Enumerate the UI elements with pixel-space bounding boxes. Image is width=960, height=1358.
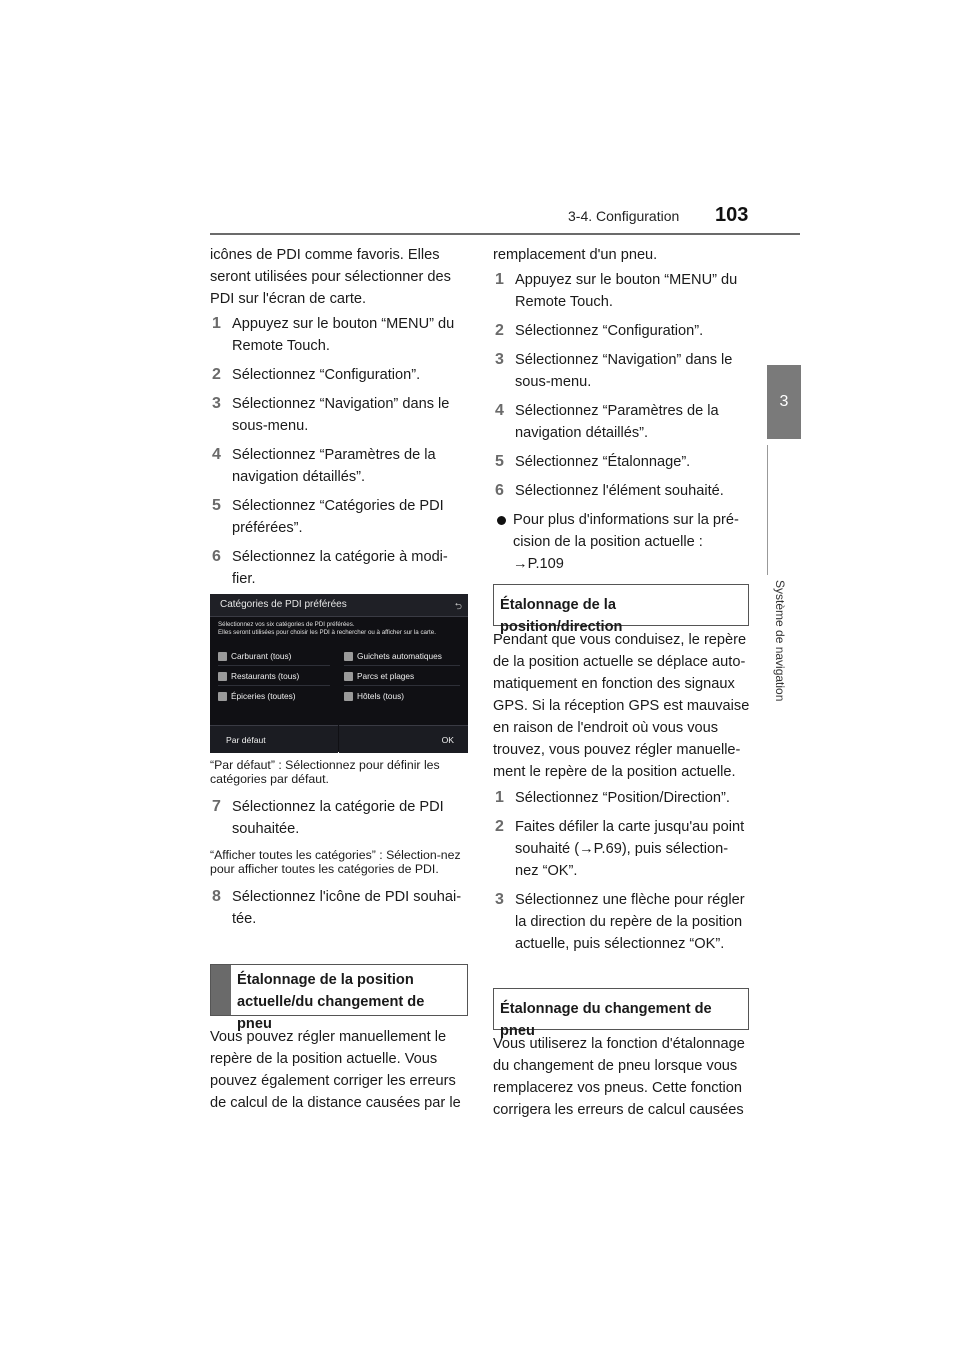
restaurant-icon	[218, 672, 227, 681]
left-section-body	[210, 1026, 468, 1114]
ok-button[interactable]	[339, 725, 468, 753]
section-header: 3-4. Configuration	[568, 208, 680, 224]
step-item	[210, 886, 468, 930]
step-number: 2	[495, 818, 504, 835]
step-item	[210, 495, 468, 539]
left-column-top	[210, 244, 468, 590]
step-text: Sélectionnez “Navigation” dans le sous-menu.	[232, 396, 450, 434]
category-label: Carburant (tous)	[231, 651, 292, 661]
divider	[218, 665, 330, 666]
step-item	[493, 451, 751, 473]
chapter-tab: 3	[767, 365, 801, 439]
step-text: Sélectionnez “Configuration”.	[232, 367, 421, 383]
step-number: 4	[495, 402, 504, 419]
step-number: 6	[495, 482, 504, 499]
screen-instruction: Sélectionnez vos six catégories de PDI préférées.	[218, 621, 355, 628]
section-heading	[210, 964, 468, 1032]
screen-header	[210, 594, 468, 617]
category-label: Parcs et plages	[357, 671, 415, 681]
step-item	[493, 349, 751, 393]
step-text: Appuyez sur le bouton “MENU” du Remote Touch.	[232, 316, 455, 354]
grocery-icon	[218, 692, 227, 701]
category-label: Guichets automatiques	[357, 651, 442, 661]
step-number: 2	[495, 322, 504, 339]
step-number: 5	[212, 497, 221, 514]
caption: “Afficher toutes les catégories” : Sélection-nez pour afficher toutes les catégories de PDI.	[210, 848, 461, 876]
default-button[interactable]	[210, 725, 338, 753]
step-text: Sélectionnez “Paramètres de la navigation détaillés”.	[515, 403, 719, 441]
divider	[344, 685, 460, 686]
category-label: Hôtels (tous)	[357, 691, 405, 701]
divider	[344, 665, 460, 666]
step-text: Sélectionnez “Configuration”.	[515, 323, 704, 339]
right-column-top	[493, 244, 751, 575]
step-number: 5	[495, 453, 504, 470]
step-text: Appuyez sur le bouton “MENU” du Remote Touch.	[515, 272, 738, 310]
left-column-bottom	[210, 758, 468, 930]
category-button[interactable]	[344, 649, 442, 663]
section-heading	[493, 988, 749, 1039]
default-button-label: Par défaut	[226, 735, 266, 745]
step-number: 8	[212, 888, 221, 905]
step-number: 3	[495, 351, 504, 368]
step-item	[210, 393, 468, 437]
page-number: 103	[715, 204, 749, 226]
step-item	[493, 816, 751, 882]
step-text: Sélectionnez “Navigation” dans le sous-menu.	[515, 352, 733, 390]
step-number: 1	[495, 271, 504, 288]
caption: “Par défaut” : Sélectionnez pour définir les catégories par défaut.	[210, 758, 440, 786]
chapter-tab-line	[767, 445, 801, 575]
right-section-1-body	[493, 629, 751, 955]
step-item	[210, 313, 468, 357]
step-text: Sélectionnez l'élément souhaité.	[515, 483, 724, 499]
step-number: 4	[212, 446, 221, 463]
step-number: 7	[212, 798, 221, 815]
fuel-icon	[218, 652, 227, 661]
step-number: 3	[212, 395, 221, 412]
step-item	[493, 320, 751, 342]
step-item	[493, 787, 751, 809]
step-number: 1	[495, 789, 504, 806]
screen-instruction: Elles seront utilisées pour choisir les PDI à rechercher ou à afficher sur la carte.	[218, 629, 436, 636]
step-number: 2	[212, 366, 221, 383]
bullet-icon	[497, 516, 506, 525]
screen-image	[210, 594, 468, 752]
intro-text: remplacement d'un pneu.	[493, 247, 658, 263]
chapter-label: Système de navigation	[773, 580, 787, 702]
section-heading	[493, 584, 749, 635]
step-text: Sélectionnez “Position/Direction”.	[515, 790, 730, 806]
category-button[interactable]	[218, 649, 291, 663]
divider	[218, 685, 330, 686]
section-text: Vous utiliserez la fonction d'étalonnage du changement de pneu lorsque vous remplacerez vos pneus. Cette fonction corrigera les erreurs de calcul causées	[493, 1036, 745, 1118]
category-button[interactable]	[344, 689, 404, 703]
step-text: Sélectionnez “Paramètres de la navigation détaillés”.	[232, 447, 436, 485]
step-item	[210, 444, 468, 488]
step-number: 3	[495, 891, 504, 908]
step-text: Sélectionnez la catégorie à modi-fier.	[232, 549, 448, 587]
step-item	[493, 889, 751, 955]
section-text: Vous pouvez régler manuellement le repère de la position actuelle. Vous pouvez également corriger les erreurs de calcul de la distance causées par le	[210, 1029, 461, 1111]
section-bar	[211, 965, 231, 1015]
step-item	[493, 269, 751, 313]
category-button[interactable]	[344, 669, 414, 683]
back-icon: ⮌	[454, 601, 462, 611]
step-number: 6	[212, 548, 221, 565]
step-text: Sélectionnez “Catégories de PDI préférées”.	[232, 498, 444, 536]
section-title: Étalonnage de la position actuelle/du changement de pneu	[237, 972, 425, 1032]
category-button[interactable]	[218, 689, 296, 703]
header-divider	[210, 233, 800, 235]
step-text: Sélectionnez une flèche pour régler la direction du repère de la position actuelle, puis sélectionnez “OK”.	[515, 892, 745, 952]
atm-icon	[344, 652, 353, 661]
right-section-2-body	[493, 1033, 751, 1121]
step-item	[210, 546, 468, 590]
section-text: Pendant que vous conduisez, le repère de la position actuelle se déplace auto-matiquement en fonction des signaux GPS. Si la réception GPS est mauvaise en raison de l'endroit où vous vous trouvez, vous pouvez régler manuelle-ment le repère de la position actuelle.	[493, 632, 750, 780]
step-item	[493, 480, 751, 502]
ok-button-label: OK	[441, 735, 454, 745]
category-button[interactable]	[218, 669, 299, 683]
step-item	[210, 364, 468, 386]
step-item	[493, 400, 751, 444]
bullet-text: Pour plus d'informations sur la pré-cision de la position actuelle : →P.109	[513, 512, 739, 572]
info-bullet	[493, 509, 751, 575]
park-icon	[344, 672, 353, 681]
step-text: Sélectionnez l'icône de PDI souhai-tée.	[232, 889, 462, 927]
category-label: Épiceries (toutes)	[231, 691, 296, 701]
screen-title: Catégories de PDI préférées	[220, 599, 347, 610]
section-title: Étalonnage du changement de pneu	[500, 1001, 712, 1039]
step-text: Sélectionnez “Étalonnage”.	[515, 454, 691, 470]
step-text: Faites défiler la carte jusqu'au point souhaité (→P.69), puis sélection-nez “OK”.	[515, 819, 745, 879]
hotel-icon	[344, 692, 353, 701]
section-title: Étalonnage de la position/direction	[500, 597, 623, 635]
step-number: 1	[212, 315, 221, 332]
category-label: Restaurants (tous)	[231, 671, 300, 681]
step-item	[210, 796, 468, 840]
intro-text: icônes de PDI comme favoris. Elles seront utilisées pour sélectionner des PDI sur l'écran de carte.	[210, 247, 451, 307]
step-text: Sélectionnez la catégorie de PDI souhaitée.	[232, 799, 444, 837]
